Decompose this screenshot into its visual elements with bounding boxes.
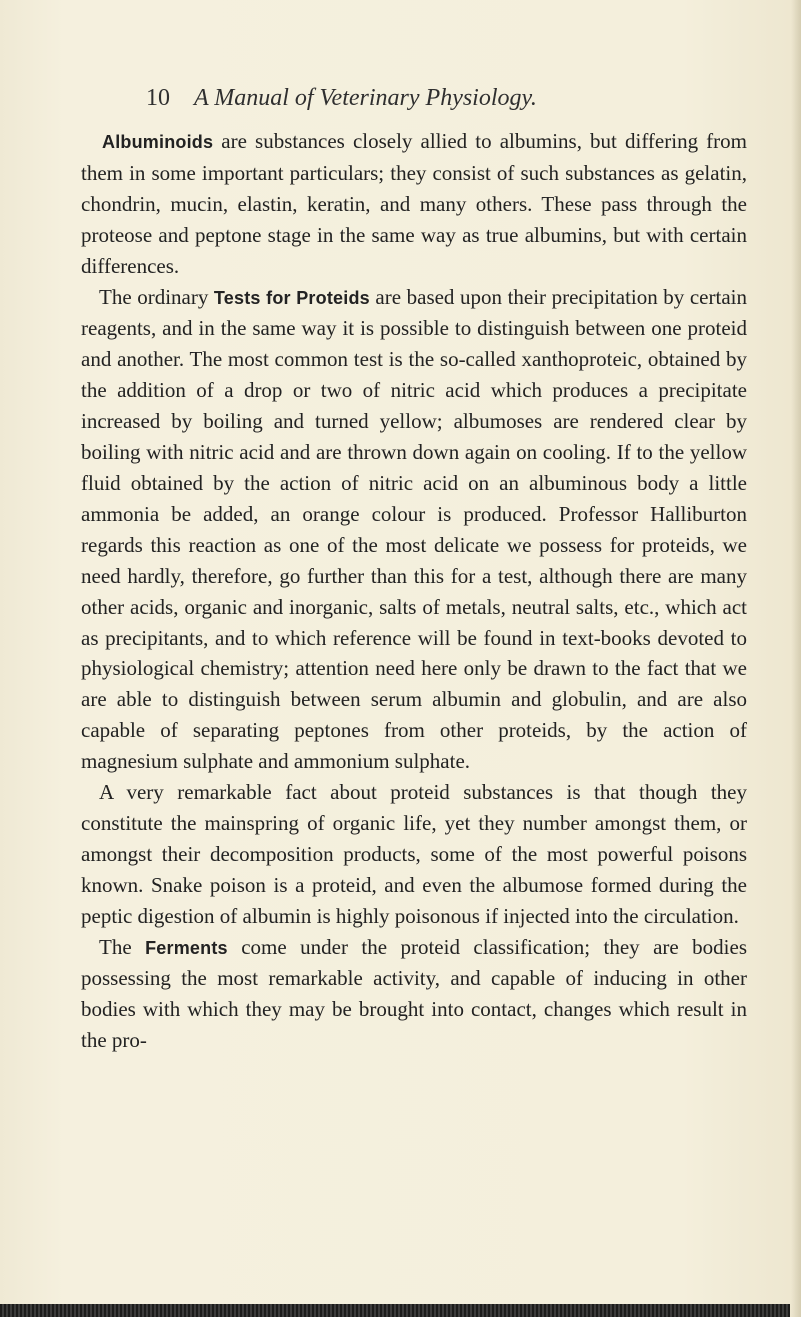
paragraph-tests-for-proteids bbox=[81, 282, 747, 778]
running-title: A Manual of Veterinary Physiology. bbox=[194, 85, 537, 111]
page-number: 10 bbox=[146, 85, 170, 111]
paragraph-lead: The bbox=[99, 934, 146, 959]
paragraph-text: are based upon their precipitation by certain reagents, and in the same way it is possible to distinguish between one proteid and another. The most common test is the so-called xanthoproteic, obtained by the addition of a drop or two of nitric acid which produces a precipitate increased by boiling and turned yellow; albumoses are rendered clear by boiling with nitric acid and are thrown down again on cooling. If to the yellow fluid obtained by the action of nitric acid on an albuminous body a little ammonia be added, an orange colour is produced. Professor Halliburton regards this reaction as one of the most delicate we possess for proteids, we need hardly, therefore, go further than this for a test, although there are many other acids, organic and inorganic, salts of metals, neutral salts, etc., which act as precipitants, and to which reference will be found in text-books devoted to physiological chemistry; attention need here only be drawn to the fact that we are able to distinguish between serum albumin and globulin, and are also capable of separating peptones from other proteids, by the action of magnesium sulphate and ammonium sulphate. bbox=[81, 284, 747, 774]
term-ferments: Ferments bbox=[145, 937, 228, 958]
paragraph-text: are substances closely allied to albumins, but differing from them in some important particulars; they consist of such substances as gelatin, chondrin, mucin, elastin, keratin, and many others. These pass through the proteose and peptone stage in the same way as true albumins, but with certain differences. bbox=[81, 129, 747, 278]
paragraph-proteid-poisons bbox=[81, 777, 747, 932]
page-header bbox=[146, 82, 746, 114]
paragraph-text: A very remarkable fact about proteid substances is that though they constitute the mainspring of organic life, yet they number amongst them, or amongst their decomposition products, some of the most powerful poisons known. Snake poison is a proteid, and even the albumose formed during the peptic digestion of albumin is highly poisonous if injected into the circulation. bbox=[81, 780, 747, 928]
scan-bottom-edge bbox=[0, 1304, 790, 1317]
body-text bbox=[81, 126, 747, 1056]
paragraph-ferments bbox=[81, 932, 747, 1057]
paragraph-text: come under the proteid classification; they are bodies possessing the most remarkable activity, and capable of inducing in other bodies with which they may be brought into contact, changes which result in the pro- bbox=[81, 934, 747, 1053]
paragraph-albuminoids bbox=[81, 126, 747, 282]
term-tests-for-proteids: Tests for Proteids bbox=[213, 287, 370, 308]
paragraph-lead: The ordinary bbox=[99, 284, 214, 309]
term-albuminoids: Albuminoids bbox=[102, 132, 214, 152]
page-edge-shadow bbox=[791, 0, 801, 1317]
